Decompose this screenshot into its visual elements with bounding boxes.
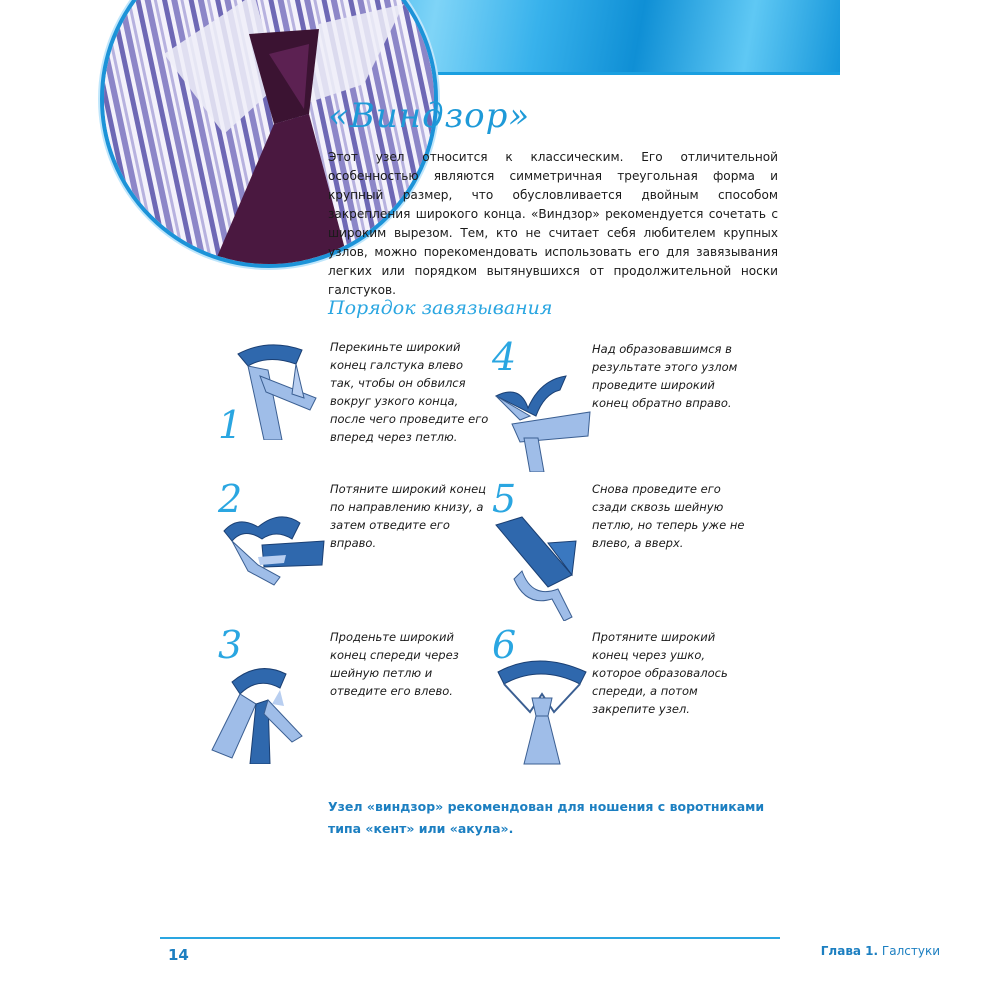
- step-5-text: Снова проведите его сзади сквозь шейную петлю, но теперь уже не влево, а вверх.: [592, 482, 745, 550]
- recommendation-note: Узел «виндзор» рекомендован для ношения с воротниками типа «кент» или «акула».: [328, 799, 765, 836]
- step-3-illustration: [210, 660, 310, 764]
- step-4-number: 4: [492, 335, 517, 379]
- page-number: 14: [168, 946, 189, 964]
- step-2-illustration: [218, 505, 328, 595]
- chapter-label: [821, 944, 940, 958]
- intro-paragraph: Этот узел относится к классическим. Его отличительной особенностью являются симметричная треугольная форма и крупный размер, что обусловливается двойным способом закрепления широкого конца. «Виндзор» рекомендуется сочетать с широким вырезом. Тем, кто не считает себя любителем крупных узлов, можно порекомендовать использовать его для завязывания легких или порядком вытянувшихся от продолжительной носки галстуков.: [328, 150, 778, 297]
- page-title: «Виндзор»: [328, 96, 531, 136]
- step-6-illustration: [494, 654, 590, 766]
- step-1-illustration: [230, 336, 330, 440]
- section-subtitle: Порядок завязывания: [328, 297, 553, 319]
- chapter-title: Галстуки: [881, 944, 940, 958]
- step-4-illustration: [490, 372, 594, 472]
- footer-divider: [160, 937, 780, 939]
- step-6-number: 6: [492, 623, 517, 667]
- page: [160, 0, 840, 1000]
- step-6-text: Протяните широкий конец через ушко, которое образовалось спереди, а потом закрепите узел.: [592, 630, 728, 716]
- step-3-number: 3: [218, 623, 243, 667]
- step-1-text: Перекиньте широкий конец галстука влево так, чтобы он обвился вокруг узкого конца, после чего проведите его вперед через петлю.: [330, 340, 489, 444]
- chapter-number: Глава 1.: [820, 944, 879, 958]
- step-4-text: Над образовавшимся в результате этого узлом проведите широкий конец обратно вправо.: [592, 342, 738, 410]
- step-3-text: Проденьте широкий конец спереди через шейную петлю и отведите его влево.: [330, 630, 459, 698]
- step-2-text: Потяните широкий конец по направлению книзу, а затем отведите его вправо.: [330, 482, 487, 550]
- step-5-number: 5: [492, 477, 517, 521]
- step-2-number: 2: [218, 477, 243, 521]
- step-1-number: 1: [218, 403, 243, 447]
- step-5-illustration: [492, 515, 592, 621]
